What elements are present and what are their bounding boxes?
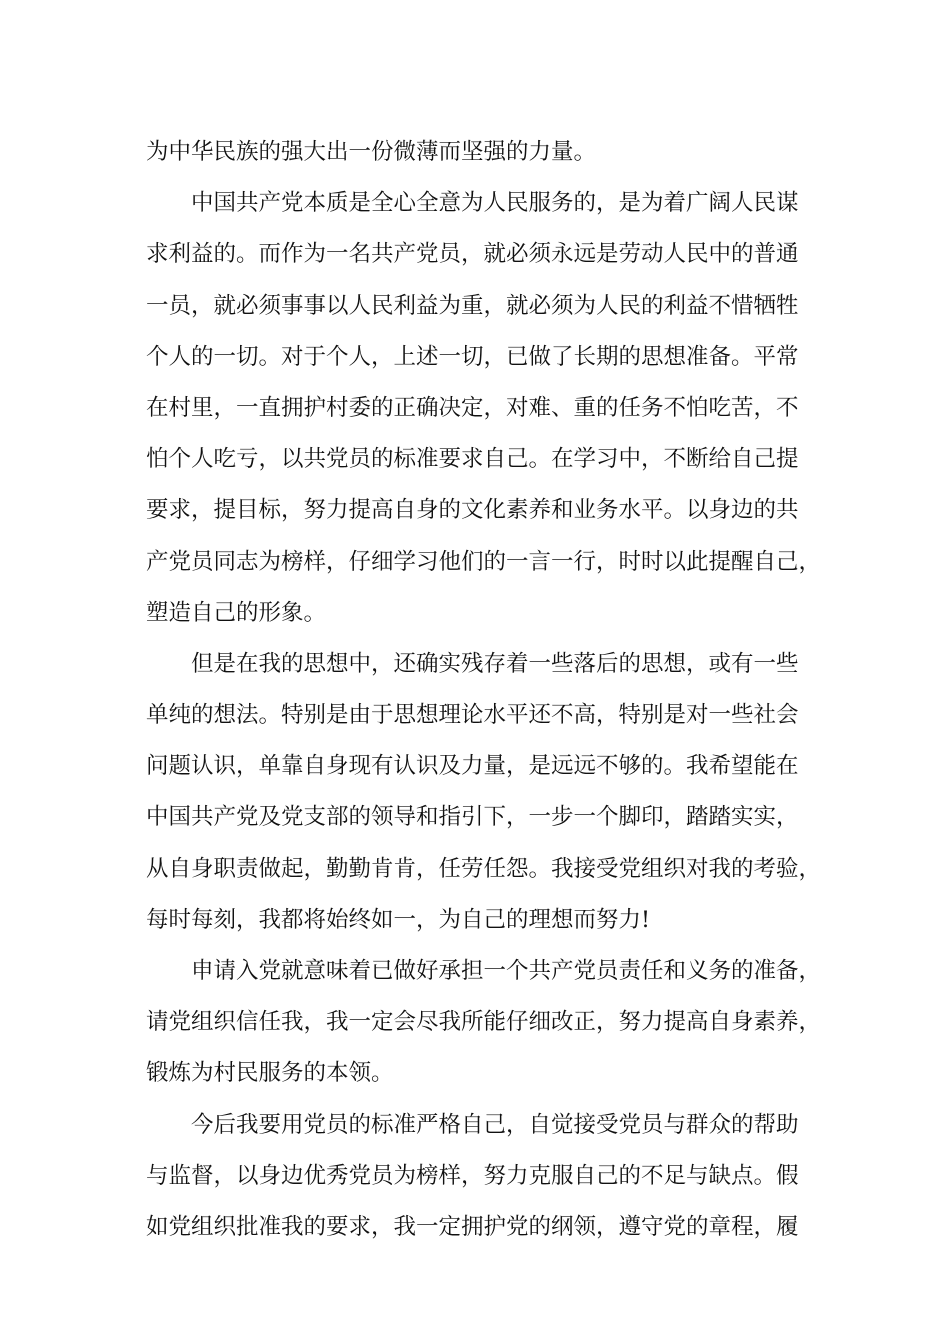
text-line: 个人的一切。对于个人，上述一切，已做了长期的思想准备。平常 [146,343,799,370]
paragraph-first-line: 今后我要用党员的标准严格自己，自觉接受党员与群众的帮助 [191,1111,799,1138]
text-line: 每时每刻，我都将始终如一，为自己的理想而努力! [146,906,651,933]
paragraph-first-line: 但是在我的思想中，还确实残存着一些落后的思想，或有一些 [191,650,799,677]
text-line: 在村里，一直拥护村委的正确决定，对难、重的任务不怕吃苦，不 [146,394,799,421]
text-line: 塑造自己的形象。 [146,599,327,626]
text-line: 一员，就必须事事以人民利益为重，就必须为人民的利益不惜牺牲 [146,292,799,319]
paragraph-first-line: 申请入党就意味着已做好承担一个共产党员责任和义务的准备， [191,958,822,984]
text-line: 产党员同志为榜样，仔细学习他们的一言一行，时时以此提醒自己， [146,548,822,575]
text-line: 中国共产党及党支部的领导和指引下，一步一个脚印，踏踏实实， [146,804,799,831]
text-line: 问题认识，单靠自身现有认识及力量，是远远不够的。我希望能在 [146,753,799,780]
text-line: 为中华民族的强大出一份微薄而坚强的力量。 [146,139,597,165]
text-line: 要求，提目标，努力提高自身的文化素养和业务水平。以身边的共 [146,497,799,524]
text-line: 从自身职责做起，勤勤肯肯，任劳任怨。我接受党组织对我的考验， [146,855,822,882]
text-line: 怕个人吃亏，以共党员的标准要求自己。在学习中，不断给自己提 [146,446,799,473]
text-line: 如党组织批准我的要求，我一定拥护党的纲领，遵守党的章程，履 [146,1213,799,1240]
text-line: 请党组织信任我，我一定会尽我所能仔细改正，努力提高自身素养， [146,1009,822,1036]
text-line: 与监督，以身边优秀党员为榜样，努力克服自己的不足与缺点。假 [146,1162,799,1189]
text-line: 锻炼为村民服务的本领。 [146,1060,394,1087]
text-line: 求利益的。而作为一名共产党员，就必须永远是劳动人民中的普通 [146,241,799,268]
document-body [146,127,826,1253]
text-line: 单纯的想法。特别是由于思想理论水平还不高，特别是对一些社会 [146,702,799,729]
paragraph-first-line: 中国共产党本质是全心全意为人民服务的，是为着广阔人民谋 [191,190,799,217]
